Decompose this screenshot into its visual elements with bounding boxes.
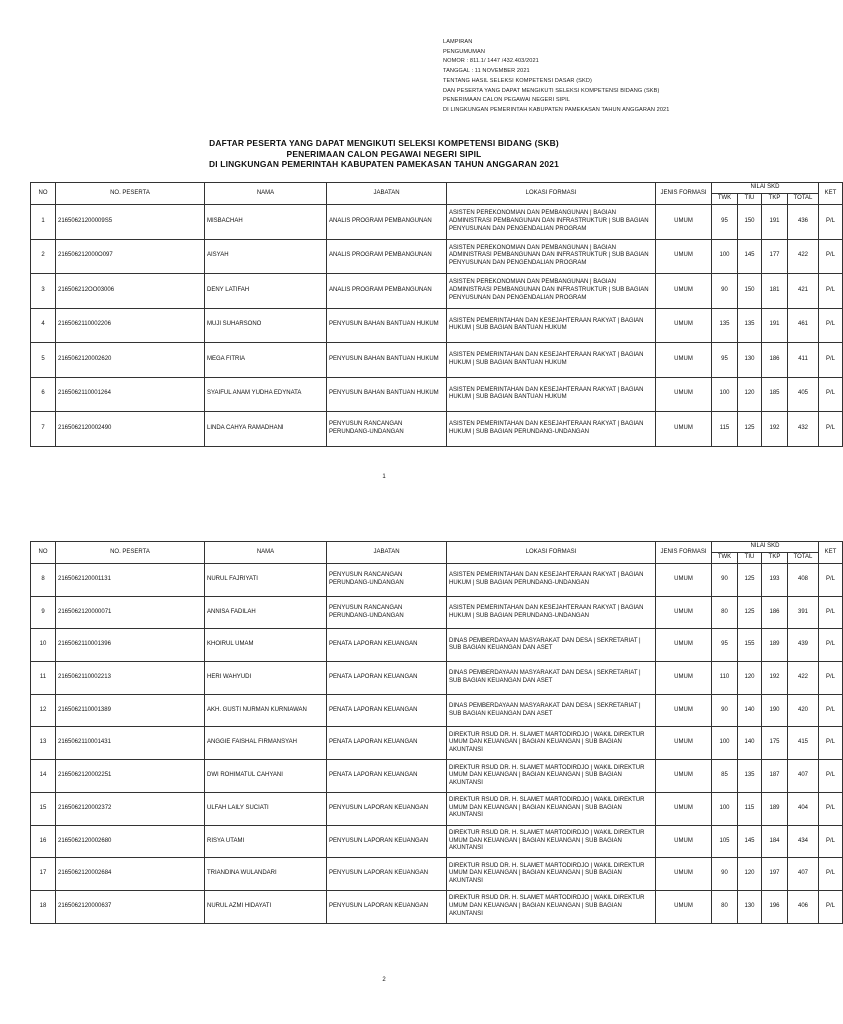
score-total: 405: [788, 377, 819, 412]
score-tkp: 193: [762, 564, 788, 597]
remark: P/L: [819, 662, 843, 695]
page-number: 1: [382, 474, 386, 480]
table-row: [31, 825, 843, 858]
col-header-twk: TWK: [712, 194, 738, 205]
col-header-no: NO: [31, 542, 56, 564]
score-total: 461: [788, 308, 819, 343]
score-total: 411: [788, 343, 819, 378]
participant-number: 2165062110001396: [56, 629, 205, 662]
participant-number: 216506212OO03006: [56, 274, 205, 309]
score-tiu: 140: [738, 727, 762, 760]
row-number: 5: [31, 343, 56, 378]
score-twk: 100: [712, 239, 738, 274]
score-tkp: 190: [762, 694, 788, 727]
formation-type: UMUM: [656, 890, 712, 923]
row-number: 2: [31, 239, 56, 274]
score-tkp: 184: [762, 825, 788, 858]
participant-name: SYAIFUL ANAM YUDHA EDYNATA: [205, 377, 327, 412]
col-header-nama: NAMA: [205, 542, 327, 564]
row-number: 16: [31, 825, 56, 858]
remark: P/L: [819, 274, 843, 309]
position: PENATA LAPORAN KEUANGAN: [327, 727, 447, 760]
score-total: 434: [788, 825, 819, 858]
remark: P/L: [819, 564, 843, 597]
score-tiu: 125: [738, 596, 762, 629]
score-twk: 95: [712, 205, 738, 240]
score-twk: 85: [712, 760, 738, 793]
placement-location: ASISTEN PEREKONOMIAN DAN PEMBANGUNAN | BAGIAN ADMINISTRASI PEMBANGUNAN DAN INFRASTRUKTUR | SUB BAGIAN PENYUSUNAN DAN PENGENDALIAN PROGRAM: [447, 205, 656, 240]
score-total: 408: [788, 564, 819, 597]
score-twk: 95: [712, 343, 738, 378]
placement-location: ASISTEN PEMERINTAHAN DAN KESEJAHTERAAN RAKYAT | BAGIAN HUKUM | SUB BAGIAN PERUNDANG-UNDANGAN: [447, 412, 656, 447]
placement-location: DIREKTUR RSUD DR. H. SLAMET MARTODIRDJO | WAKIL DIREKTUR UMUM DAN KEUANGAN | BAGIAN KEUANGAN | SUB BAGIAN AKUNTANSI: [447, 858, 656, 891]
participant-name: LINDA CAHYA RAMADHANI: [205, 412, 327, 447]
score-tkp: 189: [762, 629, 788, 662]
participant-number: 2165062110001431: [56, 727, 205, 760]
score-total: 391: [788, 596, 819, 629]
lampiran-line: LAMPIRAN: [443, 39, 473, 45]
score-total: 432: [788, 412, 819, 447]
score-twk: 100: [712, 792, 738, 825]
formation-type: UMUM: [656, 858, 712, 891]
score-total: 407: [788, 760, 819, 793]
participant-name: HERI WAHYUDI: [205, 662, 327, 695]
score-tiu: 125: [738, 412, 762, 447]
document-title: [0, 138, 768, 170]
remark: P/L: [819, 377, 843, 412]
placement-location: ASISTEN PEMERINTAHAN DAN KESEJAHTERAAN RAKYAT | BAGIAN HUKUM | SUB BAGIAN PERUNDANG-UNDANGAN: [447, 596, 656, 629]
col-header-total: TOTAL: [788, 553, 819, 564]
participant-name: NURUL AZMI HIDAYATI: [205, 890, 327, 923]
remark: P/L: [819, 596, 843, 629]
score-twk: 115: [712, 412, 738, 447]
row-number: 4: [31, 308, 56, 343]
position: PENYUSUN LAPORAN KEUANGAN: [327, 825, 447, 858]
formation-type: UMUM: [656, 662, 712, 695]
participant-name: AISYAH: [205, 239, 327, 274]
participant-name: DWI ROHIMATUL CAHYANI: [205, 760, 327, 793]
position: PENYUSUN RANCANGAN PERUNDANG-UNDANGAN: [327, 596, 447, 629]
remark: P/L: [819, 308, 843, 343]
score-tkp: 191: [762, 205, 788, 240]
score-tiu: 145: [738, 239, 762, 274]
participant-name: MISBACHAH: [205, 205, 327, 240]
col-header-jenis-formasi: JENIS FORMASI: [656, 183, 712, 205]
score-tiu: 145: [738, 825, 762, 858]
participant-name: ANGGIE FAISHAL FIRMANSYAH: [205, 727, 327, 760]
formation-type: UMUM: [656, 205, 712, 240]
table-row: [31, 377, 843, 412]
score-tkp: 189: [762, 792, 788, 825]
table-row: [31, 564, 843, 597]
participant-number: 2165062120000071: [56, 596, 205, 629]
participant-name: KHOIRUL UMAM: [205, 629, 327, 662]
participant-number: 2165062110001389: [56, 694, 205, 727]
participant-number: 2165062110001264: [56, 377, 205, 412]
score-tkp: 192: [762, 662, 788, 695]
score-twk: 90: [712, 694, 738, 727]
formation-type: UMUM: [656, 239, 712, 274]
participant-name: NURUL FAJRIYATI: [205, 564, 327, 597]
col-header-jabatan: JABATAN: [327, 542, 447, 564]
formation-type: UMUM: [656, 343, 712, 378]
remark: P/L: [819, 760, 843, 793]
position: PENATA LAPORAN KEUANGAN: [327, 629, 447, 662]
formation-type: UMUM: [656, 727, 712, 760]
formation-type: UMUM: [656, 564, 712, 597]
position: PENATA LAPORAN KEUANGAN: [327, 694, 447, 727]
position: ANALIS PROGRAM PEMBANGUNAN: [327, 205, 447, 240]
formation-type: UMUM: [656, 825, 712, 858]
placement-location: ASISTEN PEREKONOMIAN DAN PEMBANGUNAN | BAGIAN ADMINISTRASI PEMBANGUNAN DAN INFRASTRUKTUR | SUB BAGIAN PENYUSUNAN DAN PENGENDALIAN PROGRAM: [447, 239, 656, 274]
score-tkp: 187: [762, 760, 788, 793]
row-number: 12: [31, 694, 56, 727]
title-line: DAFTAR PESERTA YANG DAPAT MENGIKUTI SELEKSI KOMPETENSI BIDANG (SKB): [209, 138, 559, 148]
participant-number: 2165062120002372: [56, 792, 205, 825]
score-total: 422: [788, 239, 819, 274]
lampiran-line: DI LINGKUNGAN PEMERINTAH KABUPATEN PAMEKASAN TAHUN ANGGARAN 2021: [443, 106, 670, 113]
formation-type: UMUM: [656, 412, 712, 447]
participant-name: TRIANDINA WULANDARI: [205, 858, 327, 891]
col-header-ket: KET: [819, 183, 843, 205]
score-tiu: 150: [738, 205, 762, 240]
remark: P/L: [819, 727, 843, 760]
row-number: 13: [31, 727, 56, 760]
score-tiu: 120: [738, 377, 762, 412]
placement-location: ASISTEN PEMERINTAHAN DAN KESEJAHTERAAN RAKYAT | BAGIAN HUKUM | SUB BAGIAN BANTUAN HUKUM: [447, 308, 656, 343]
lampiran-block: [443, 38, 743, 116]
participant-name: RISYA UTAMI: [205, 825, 327, 858]
participant-name: ULFAH LAILY SUCIATI: [205, 792, 327, 825]
col-header-lokasi-formasi: LOKASI FORMASI: [447, 183, 656, 205]
score-tkp: 196: [762, 890, 788, 923]
col-header-lokasi-formasi: LOKASI FORMASI: [447, 542, 656, 564]
participant-name: MUJI SUHARSONO: [205, 308, 327, 343]
row-number: 10: [31, 629, 56, 662]
participant-number: 216506212000O097: [56, 239, 205, 274]
col-header-jabatan: JABATAN: [327, 183, 447, 205]
participant-number: 2165062110002213: [56, 662, 205, 695]
score-tkp: 185: [762, 377, 788, 412]
position: PENYUSUN BAHAN BANTUAN HUKUM: [327, 308, 447, 343]
score-total: 421: [788, 274, 819, 309]
col-header-no-peserta: NO. PESERTA: [56, 183, 205, 205]
score-twk: 100: [712, 377, 738, 412]
position: PENYUSUN LAPORAN KEUANGAN: [327, 792, 447, 825]
participant-name: ANNISA FADILAH: [205, 596, 327, 629]
score-tkp: 197: [762, 858, 788, 891]
lampiran-line: TANGGAL : 11 NOVEMBER 2021: [443, 68, 530, 75]
col-header-jenis-formasi: JENIS FORMASI: [656, 542, 712, 564]
remark: P/L: [819, 890, 843, 923]
position: PENYUSUN RANCANGAN PERUNDANG-UNDANGAN: [327, 564, 447, 597]
score-tiu: 115: [738, 792, 762, 825]
placement-location: DINAS PEMBERDAYAAN MASYARAKAT DAN DESA | SEKRETARIAT | SUB BAGIAN KEUANGAN DAN ASET: [447, 662, 656, 695]
row-number: 3: [31, 274, 56, 309]
participant-number: 2165062120002251: [56, 760, 205, 793]
placement-location: ASISTEN PEMERINTAHAN DAN KESEJAHTERAAN RAKYAT | BAGIAN HUKUM | SUB BAGIAN BANTUAN HUKUM: [447, 343, 656, 378]
table-row: [31, 694, 843, 727]
remark: P/L: [819, 205, 843, 240]
col-header-nama: NAMA: [205, 183, 327, 205]
position: ANALIS PROGRAM PEMBANGUNAN: [327, 239, 447, 274]
lampiran-line: DAN PESERTA YANG DAPAT MENGIKUTI SELEKSI KOMPETENSI BIDANG (SKB): [443, 87, 660, 94]
score-twk: 105: [712, 825, 738, 858]
score-tiu: 120: [738, 858, 762, 891]
formation-type: UMUM: [656, 308, 712, 343]
score-tkp: 181: [762, 274, 788, 309]
table-row: [31, 596, 843, 629]
score-tiu: 130: [738, 890, 762, 923]
lampiran-line: PENERIMAAN CALON PEGAWAI NEGERI SIPIL: [443, 97, 570, 104]
formation-type: UMUM: [656, 694, 712, 727]
col-header-total: TOTAL: [788, 194, 819, 205]
participant-number: 2165062120002684: [56, 858, 205, 891]
table-row: [31, 205, 843, 240]
participant-name: DENY LATIFAH: [205, 274, 327, 309]
placement-location: ASISTEN PEMERINTAHAN DAN KESEJAHTERAAN RAKYAT | BAGIAN HUKUM | SUB BAGIAN BANTUAN HUKUM: [447, 377, 656, 412]
score-total: 422: [788, 662, 819, 695]
participants-table-page-2: [30, 541, 843, 924]
page-number: 2: [382, 977, 386, 983]
row-number: 6: [31, 377, 56, 412]
participant-name: AKH. GUSTI NURMAN KURNIAWAN: [205, 694, 327, 727]
participants-table-page-1: [30, 182, 843, 447]
table-row: [31, 629, 843, 662]
row-number: 11: [31, 662, 56, 695]
row-number: 14: [31, 760, 56, 793]
position: PENYUSUN BAHAN BANTUAN HUKUM: [327, 377, 447, 412]
remark: P/L: [819, 412, 843, 447]
score-total: 406: [788, 890, 819, 923]
row-number: 8: [31, 564, 56, 597]
placement-location: DIREKTUR RSUD DR. H. SLAMET MARTODIRDJO | WAKIL DIREKTUR UMUM DAN KEUANGAN | BAGIAN KEUANGAN | SUB BAGIAN AKUNTANSI: [447, 792, 656, 825]
remark: P/L: [819, 825, 843, 858]
remark: P/L: [819, 792, 843, 825]
col-header-twk: TWK: [712, 553, 738, 564]
remark: P/L: [819, 239, 843, 274]
table-row: [31, 343, 843, 378]
row-number: 18: [31, 890, 56, 923]
title-line: DI LINGKUNGAN PEMERINTAH KABUPATEN PAMEKASAN TAHUN ANGGARAN 2021: [209, 159, 559, 170]
score-total: 415: [788, 727, 819, 760]
position: PENYUSUN RANCANGAN PERUNDANG-UNDANGAN: [327, 412, 447, 447]
participant-number: 2165062110002206: [56, 308, 205, 343]
remark: P/L: [819, 629, 843, 662]
score-tiu: 150: [738, 274, 762, 309]
formation-type: UMUM: [656, 274, 712, 309]
participant-number: 2165062120002680: [56, 825, 205, 858]
table-row: [31, 858, 843, 891]
position: PENATA LAPORAN KEUANGAN: [327, 662, 447, 695]
table-row: [31, 890, 843, 923]
col-header-tkp: TKP: [762, 553, 788, 564]
score-total: 439: [788, 629, 819, 662]
remark: P/L: [819, 343, 843, 378]
score-tkp: 175: [762, 727, 788, 760]
lampiran-line: NOMOR : 811.1/ 1447 /432.403/2021: [443, 58, 539, 65]
remark: P/L: [819, 858, 843, 891]
row-number: 15: [31, 792, 56, 825]
score-twk: 90: [712, 274, 738, 309]
col-header-nilai-skd: NILAI SKD: [712, 542, 819, 553]
score-tkp: 186: [762, 343, 788, 378]
score-total: 436: [788, 205, 819, 240]
score-tkp: 191: [762, 308, 788, 343]
score-twk: 80: [712, 596, 738, 629]
lampiran-line: PENGUMUMAN: [443, 48, 486, 55]
table-row: [31, 412, 843, 447]
col-header-tkp: TKP: [762, 194, 788, 205]
score-tiu: 130: [738, 343, 762, 378]
placement-location: DIREKTUR RSUD DR. H. SLAMET MARTODIRDJO | WAKIL DIREKTUR UMUM DAN KEUANGAN | BAGIAN KEUANGAN | SUB BAGIAN AKUNTANSI: [447, 727, 656, 760]
position: PENYUSUN LAPORAN KEUANGAN: [327, 858, 447, 891]
col-header-no-peserta: NO. PESERTA: [56, 542, 205, 564]
col-header-tiu: TIU: [738, 194, 762, 205]
formation-type: UMUM: [656, 377, 712, 412]
row-number: 9: [31, 596, 56, 629]
participant-number: 2165062120002490: [56, 412, 205, 447]
placement-location: DIREKTUR RSUD DR. H. SLAMET MARTODIRDJO | WAKIL DIREKTUR UMUM DAN KEUANGAN | BAGIAN KEUANGAN | SUB BAGIAN AKUNTANSI: [447, 825, 656, 858]
lampiran-line: TENTANG HASIL SELEKSI KOMPETENSI DASAR (SKD): [443, 77, 592, 84]
score-twk: 90: [712, 858, 738, 891]
formation-type: UMUM: [656, 760, 712, 793]
score-tkp: 192: [762, 412, 788, 447]
table-row: [31, 239, 843, 274]
participant-number: 2165062120001131: [56, 564, 205, 597]
score-twk: 80: [712, 890, 738, 923]
row-number: 17: [31, 858, 56, 891]
formation-type: UMUM: [656, 629, 712, 662]
formation-type: UMUM: [656, 596, 712, 629]
position: PENYUSUN BAHAN BANTUAN HUKUM: [327, 343, 447, 378]
score-twk: 100: [712, 727, 738, 760]
participant-number: 2165062120002620: [56, 343, 205, 378]
participant-number: 2165062120000637: [56, 890, 205, 923]
score-tkp: 186: [762, 596, 788, 629]
score-total: 420: [788, 694, 819, 727]
placement-location: DINAS PEMBERDAYAAN MASYARAKAT DAN DESA | SEKRETARIAT | SUB BAGIAN KEUANGAN DAN ASET: [447, 694, 656, 727]
score-tkp: 177: [762, 239, 788, 274]
col-header-tiu: TIU: [738, 553, 762, 564]
table-row: [31, 727, 843, 760]
participant-number: 21650621200009S5: [56, 205, 205, 240]
score-tiu: 155: [738, 629, 762, 662]
row-number: 7: [31, 412, 56, 447]
position: PENATA LAPORAN KEUANGAN: [327, 760, 447, 793]
score-tiu: 120: [738, 662, 762, 695]
placement-location: ASISTEN PEMERINTAHAN DAN KESEJAHTERAAN RAKYAT | BAGIAN HUKUM | SUB BAGIAN PERUNDANG-UNDANGAN: [447, 564, 656, 597]
score-total: 407: [788, 858, 819, 891]
table-row: [31, 274, 843, 309]
score-tiu: 140: [738, 694, 762, 727]
score-tiu: 125: [738, 564, 762, 597]
row-number: 1: [31, 205, 56, 240]
position: ANALIS PROGRAM PEMBANGUNAN: [327, 274, 447, 309]
score-twk: 135: [712, 308, 738, 343]
table-row: [31, 760, 843, 793]
placement-location: ASISTEN PEREKONOMIAN DAN PEMBANGUNAN | BAGIAN ADMINISTRASI PEMBANGUNAN DAN INFRASTRUKTUR | SUB BAGIAN PENYUSUNAN DAN PENGENDALIAN PROGRAM: [447, 274, 656, 309]
table-row: [31, 308, 843, 343]
placement-location: DINAS PEMBERDAYAAN MASYARAKAT DAN DESA | SEKRETARIAT | SUB BAGIAN KEUANGAN DAN ASET: [447, 629, 656, 662]
score-tiu: 135: [738, 308, 762, 343]
score-tiu: 135: [738, 760, 762, 793]
participant-name: MEGA FITRIA: [205, 343, 327, 378]
score-twk: 95: [712, 629, 738, 662]
score-twk: 90: [712, 564, 738, 597]
score-total: 404: [788, 792, 819, 825]
table-row: [31, 792, 843, 825]
table-row: [31, 662, 843, 695]
placement-location: DIREKTUR RSUD DR. H. SLAMET MARTODIRDJO | WAKIL DIREKTUR UMUM DAN KEUANGAN | BAGIAN KEUANGAN | SUB BAGIAN AKUNTANSI: [447, 760, 656, 793]
formation-type: UMUM: [656, 792, 712, 825]
col-header-ket: KET: [819, 542, 843, 564]
score-twk: 110: [712, 662, 738, 695]
placement-location: DIREKTUR RSUD DR. H. SLAMET MARTODIRDJO | WAKIL DIREKTUR UMUM DAN KEUANGAN | BAGIAN KEUANGAN | SUB BAGIAN AKUNTANSI: [447, 890, 656, 923]
col-header-nilai-skd: NILAI SKD: [712, 183, 819, 194]
remark: P/L: [819, 694, 843, 727]
title-line: PENERIMAAN CALON PEGAWAI NEGERI SIPIL: [286, 148, 482, 159]
position: PENYUSUN LAPORAN KEUANGAN: [327, 890, 447, 923]
col-header-no: NO: [31, 183, 56, 205]
